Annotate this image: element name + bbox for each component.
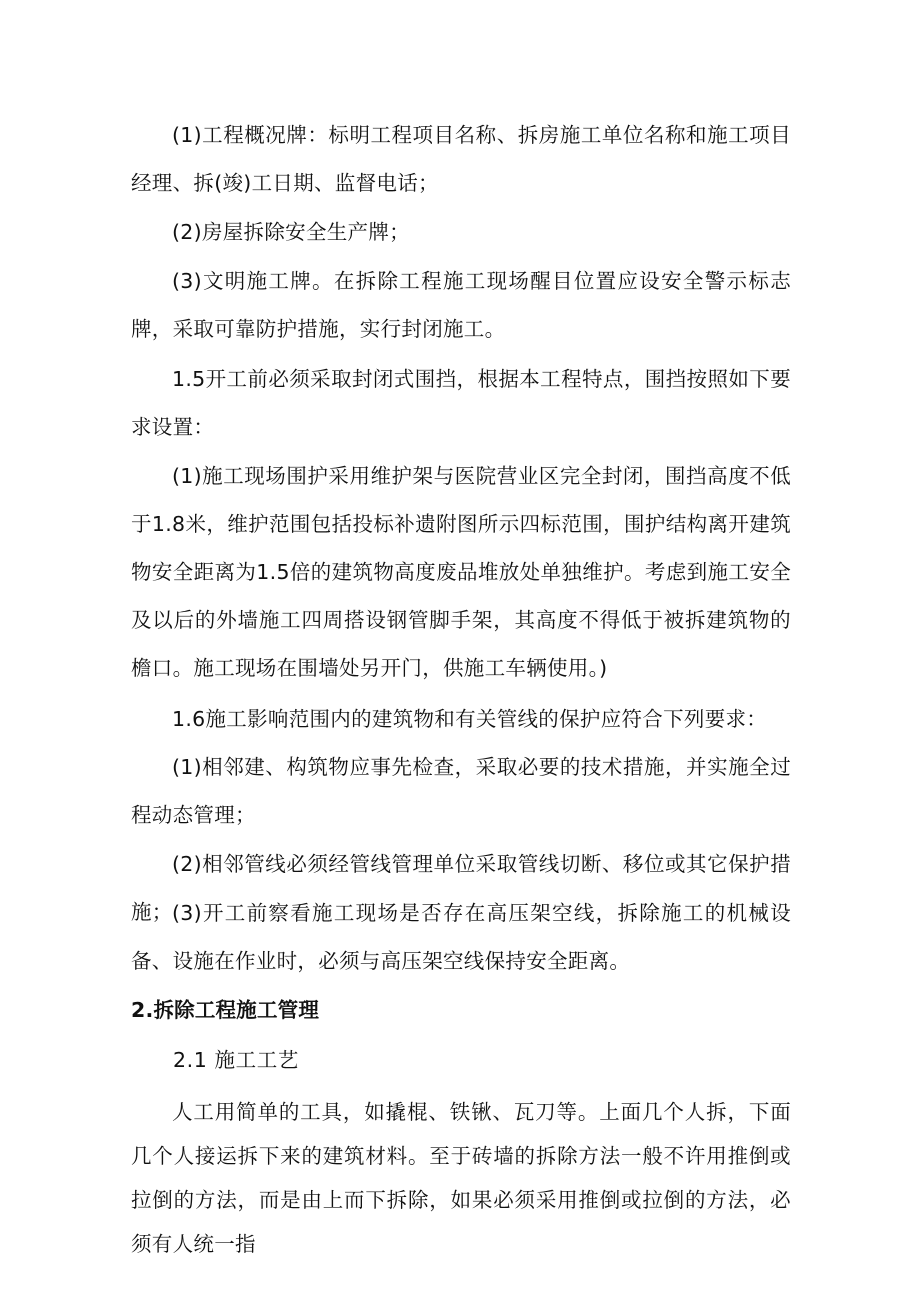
paragraph-enclosure-details: (1)施工现场围护采用维护架与医院营业区完全封闭，围挡高度不低于1.8米，维护范围包括投标补遗附图所示四标范围，围护结构离开建筑物安全距离为1.5倍的建筑物高度废品堆放处单独维护。考虑到施工安全及以后的外墙施工四周搭设钢管脚手架，其高度不得低于被拆建筑物的檐口。施工现场在围墙处另开门，供施工车辆使用。) [131, 464, 791, 680]
paragraph-enclosure-requirement: 1.5开工前必须采取封闭式围挡，根据本工程特点，围挡按照如下要求设置： [131, 367, 791, 439]
paragraph-protection-requirements: 1.6施工影响范围内的建筑物和有关管线的保护应符合下列要求： [172, 707, 768, 731]
paragraph-manual-demolition: 人工用简单的工具，如撬棍、铁锹、瓦刀等。上面几个人拆，下面几个人接运拆下来的建筑材料。至于砖墙的拆除方法一般不许用推倒或拉倒的方法，而是由上而下拆除，如果必须采用推倒或拉倒的方法，必须有人统一指 [131, 1100, 791, 1256]
section-title: 2.拆除工程施工管理 [131, 998, 320, 1022]
paragraph-high-voltage-lines: (3)开工前察看施工现场是否存在高压架空线，拆除施工的机械设备、设施在作业时，必须与高压架空线保持安全距离。 [131, 901, 791, 973]
paragraph-adjacent-pipelines: (2)相邻管线必须经管线管理单位采取管线切断、移位或其它保护措施； [131, 852, 791, 924]
paragraph-site-overview-sign: (1)工程概况牌：标明工程项目名称、拆房施工单位名称和施工项目经理、拆(竣)工日期、监督电话； [131, 123, 791, 195]
subsection-title: 2.1 施工工艺 [173, 1048, 299, 1072]
paragraph-civilized-construction-sign: (3)文明施工牌。在拆除工程施工现场醒目位置应设安全警示标志牌，采取可靠防护措施，实行封闭施工。 [131, 269, 791, 341]
paragraph-adjacent-buildings: (1)相邻建、构筑物应事先检查，采取必要的技术措施，并实施全过程动态管理； [131, 755, 791, 827]
paragraph-safety-sign: (2)房屋拆除安全生产牌； [172, 220, 410, 244]
